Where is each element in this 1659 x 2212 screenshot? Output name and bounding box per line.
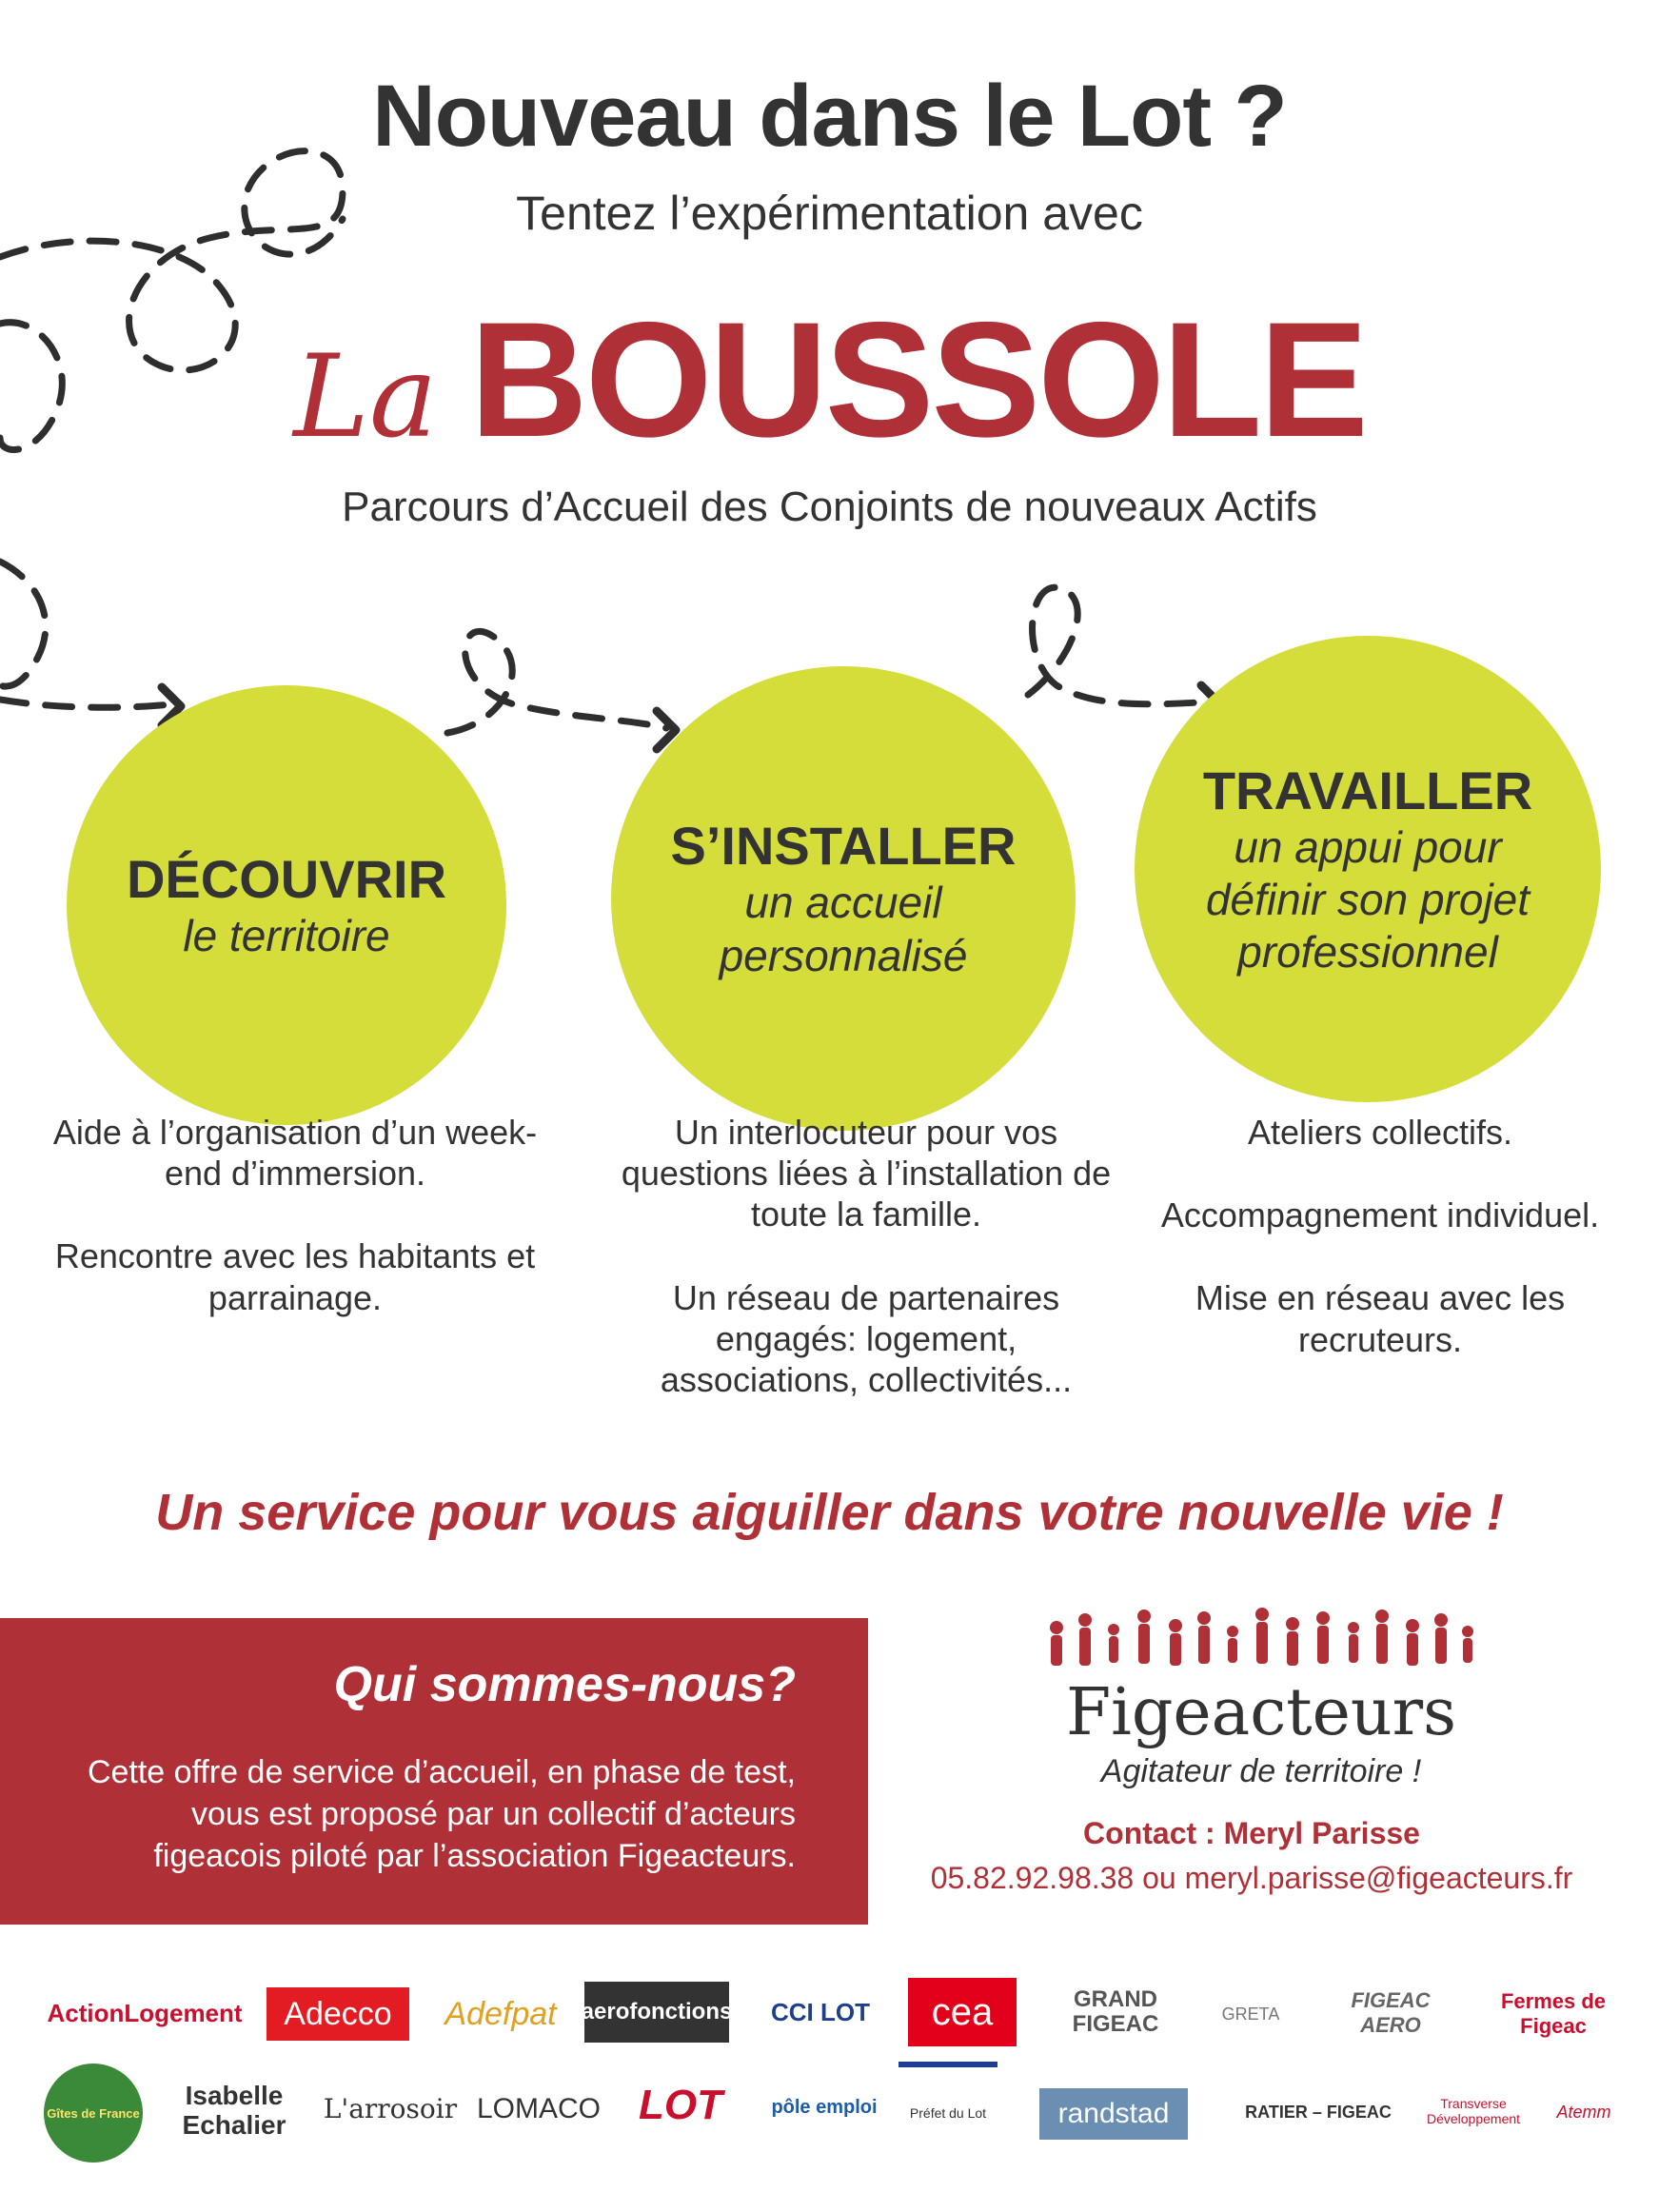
partner-logo-actionlogement: ActionLogement [47, 1998, 243, 2027]
partner-logo-atemm: Atemm [1556, 2102, 1611, 2122]
partner-logo-ratier-figeac: RATIER – FIGEAC [1245, 2102, 1392, 2122]
partner-logo-prefet-du-lot: Préfet du Lot [899, 2062, 997, 2159]
about-title: Qui sommes-nous? [333, 1657, 796, 1712]
brand-la: La [293, 331, 438, 464]
partner-logo-figeac-aero: FIGEAC AERO [1351, 1988, 1431, 2037]
description-paragraph: Accompagnement individuel. [1160, 1195, 1600, 1235]
contact-details[interactable]: 05.82.92.98.38 ou meryl.parisse@figeacteurs.fr [930, 1861, 1573, 1895]
step-subheading: un appui pour définir son projet professionnel [1205, 821, 1531, 978]
partner-logo-isabelle-echalier: Isabelle Echalier [182, 2081, 286, 2140]
step-description-decouvrir [48, 1112, 543, 1360]
partner-logo-adecco: Adecco [267, 1987, 409, 2041]
figeacteurs-people-icon [1037, 1599, 1485, 1685]
step-heading: S’INSTALLER [670, 816, 1017, 877]
step-subheading: le territoire [183, 910, 390, 960]
partner-logo-pole-emploi: pôle emploi [771, 2096, 878, 2118]
partner-logo-adefpat: Adefpat [444, 1995, 557, 2032]
description-paragraph: Un réseau de partenaires engagés: logement, associations, collectivités... [660, 1277, 1073, 1399]
step-circle-sinstaller [611, 666, 1076, 1131]
partner-logo-greta: GRETA [1221, 2004, 1280, 2024]
page-subtitle: Tentez l’expérimentation avec [516, 187, 1143, 240]
description-paragraph: Rencontre avec les habitants et parrainage. [54, 1236, 536, 1317]
partner-logo-larrosoir: L'arrosoir [323, 2092, 458, 2124]
step-description-sinstaller [619, 1112, 1114, 1442]
partner-logo-cea: cea [908, 1978, 1017, 2046]
partner-logo-randstad: randstad [1039, 2088, 1188, 2140]
partner-logo-grand-figeac: GRAND FIGEAC [1072, 1985, 1159, 2037]
page-title: Nouveau dans le Lot ? [372, 68, 1287, 165]
brand-logo [0, 286, 1659, 474]
step-description-travailler [1133, 1112, 1628, 1402]
step-circle-travailler [1135, 636, 1601, 1102]
partner-logo-gites-de-france: Gîtes de France [44, 2064, 143, 2163]
partner-logo-aerofonctions: aerofonctions [584, 1982, 729, 2043]
step-subheading: un accueil personnalisé [719, 878, 968, 980]
description-paragraph: Mise en réseau avec les recruteurs. [1195, 1278, 1566, 1359]
partner-logo-fermes-de-figeac: Fermes de Figeac [1500, 1989, 1607, 2038]
description-paragraph: Ateliers collectifs. [1247, 1113, 1513, 1152]
step-heading: DÉCOUVRIR [126, 848, 447, 909]
partner-logo-lot: LOT [639, 2082, 722, 2128]
step-heading: TRAVAILLER [1202, 760, 1533, 820]
figeacteurs-logo-text: Figeacteurs [1065, 1675, 1457, 1750]
slogan: Un service pour vous aiguiller dans votre nouvelle vie ! [155, 1484, 1504, 1541]
description-paragraph: Aide à l’organisation d’un week-end d’immersion. [52, 1113, 538, 1194]
contact-label: Contact : Meryl Parisse [1083, 1816, 1420, 1850]
partner-logo-cci-lot: CCI LOT [771, 1997, 870, 2026]
about-box [0, 1618, 868, 1925]
partner-logo-transverse-developpement: Transverse Développement [1426, 2096, 1521, 2126]
about-body: Cette offre de service d’accueil, en phase de test, vous est proposé par un collectif d’acteurs figeacois piloté par l’association Figeacteurs. [87, 1754, 796, 1875]
figeacteurs-tagline: Agitateur de territoire ! [1100, 1753, 1422, 1789]
step-circle-decouvrir [67, 685, 506, 1125]
brand-name: BOUSSOLE [469, 288, 1366, 471]
description-paragraph: Un interlocuteur pour vos questions liées à l’installation de toute la famille. [621, 1113, 1112, 1234]
partner-logo-lomaco: LOMACO [476, 2093, 602, 2124]
tagline: Parcours d’Accueil des Conjoints de nouveaux Actifs [342, 484, 1317, 530]
